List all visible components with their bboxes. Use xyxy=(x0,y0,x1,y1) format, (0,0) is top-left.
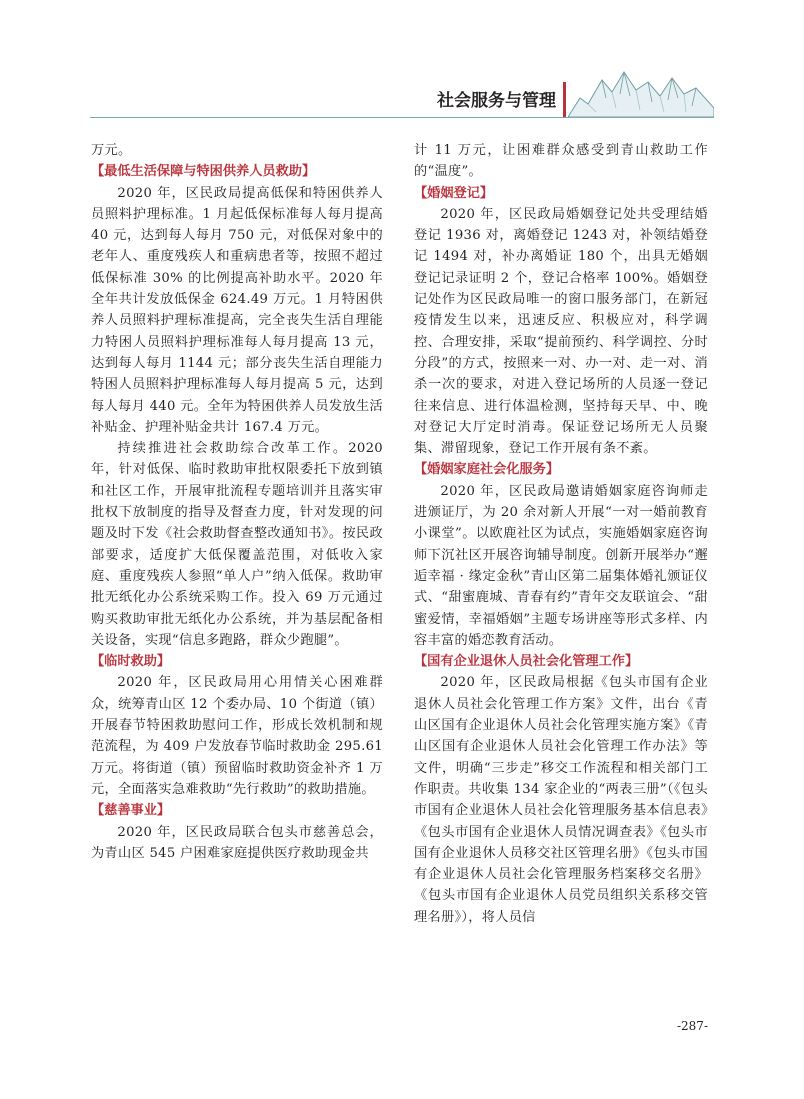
left-column xyxy=(91,140,383,864)
section-heading: 【婚姻家庭社会化服务】 xyxy=(414,462,560,478)
right-column xyxy=(414,140,708,928)
section-heading: 【最低生活保障与特困供养人员救助】 xyxy=(91,164,316,180)
paragraph: 2020 年，区民政局邀请婚姻家庭咨询师走进颁证厅，为 20 余对新人开展“一对一婚前教育小课堂”。以欧鹿社区为试点，实施婚姻家庭咨询师下沉社区开展咨询辅导制度。创新开展举办“邂逅幸福 · 缘定金秋”青山区第二届集体婚礼颁证仪式、“甜蜜鹿城、青春有约”青年交友联谊会、“甜蜜爱情，幸福婚姻”主题专场讲座等形式多样、内容丰富的婚恋教育活动。 xyxy=(414,483,708,648)
section-heading: 【慈善事业】 xyxy=(91,803,171,819)
paragraph: 2020 年，区民政局提高低保和特困供养人员照料护理标准。1 月起低保标准每人每月提高 40 元，达到每人每月 750 元，对低保对象中的老年人、重度残疾人和重病患者等，按照不超过低保标准 30% 的比例提高补助水平。2020 年全年共计发放低保金 624.49 万元。1 月特困供养人员照料护理标准提高，完全丧失生活自理能力特困人员照料护理标准每人每月提高 13 元，达到每人每月 1144 元；部分丧失生活自理能力特困人员照料护理标准每人每月提高 5 元，达到每人每月 440 元。全年为特困供养人员发放生活补贴金、护理补贴金共计 167.4 万元。 xyxy=(91,185,383,435)
paragraph: 计 11 万元，让困难群众感受到青山救助工作的“温度”。 xyxy=(414,143,708,180)
paragraph: 2020 年，区民政局婚姻登记处共受理结婚登记 1936 对，离婚登记 1243 对，补领结婚登记 1494 对，补办离婚证 180 个，出具无婚姻登记记录证明 2 个，登记合格率 100%。婚姻登记处作为区民政局唯一的窗口服务部门，在新冠疫情发生以来，迅速反应、积极应对，科学调控、合理安排，采取“提前预约、科学调控、分时分段”的方式，按照来一对、办一对、走一对、消杀一次的要求，对进入登记场所的人员逐一登记往来信息、进行体温检测，坚持每天早、中、晚对登记大厅定时消毒。保证登记场所无人员聚集、滞留现象，登记工作开展有条不紊。 xyxy=(414,206,708,457)
paragraph: 2020 年，区民政局联合包头市慈善总会，为青山区 545 户困难家庭提供医疗救助现金共 xyxy=(91,824,383,861)
paragraph: 2020 年，区民政局用心用情关心困难群众，统筹青山区 12 个委办局、10 个街道（镇）开展春节特困救助慰问工作，形成长效机制和规范流程，为 409 户发放春节临时救助金 295.61 万元。将街道（镇）预留临时救助资金补齐 1 万元，全面落实急难救助“先行救助”的救助措施。 xyxy=(91,675,383,797)
paragraph: 持续推进社会救助综合改革工作。2020 年，针对低保、临时救助审批权限委托下放到镇和社区工作，开展审批流程专题培训并且落实审批权下放制度的指导及督查力度，针对发现的问题及时下发《社会救助督查整改通知书》。按民政部要求，适度扩大低保覆盖范围，对低收入家庭、重度残疾人参照“单人户”纳入低保。救助审批无纸化办公系统采购工作。投入 69 万元通过购买救助审批无纸化办公系统，并为基层配备相关设备，实现“信息多跑路，群众少跑腿”。 xyxy=(91,441,383,648)
mountain-illustration xyxy=(568,68,714,118)
paragraph: 2020 年，区民政局根据《包头市国有企业退休人员社会化管理工作方案》文件，出台《青山区国有企业退休人员社会化管理实施方案》《青山区国有企业退休人员社会化管理工作办法》等文件，明确“三步走”移交工作流程和相关部门工作职责。共收集 134 家企业的“两表三册”（《包头市国有企业退休人员社会化管理服务基本信息表》《包头市国有企业退休人员情况调查表》《包头市国有企业退休人员移交社区管理名册》《包头市国有企业退休人员社会化管理服务档案移交名册》《包头市国有企业退休人员党员组织关系移交管理名册》），将人员信 xyxy=(414,675,708,925)
section-heading: 【婚姻登记】 xyxy=(414,185,494,201)
section-heading: 【国有企业退休人员社会化管理工作】 xyxy=(414,654,639,670)
paragraph: 万元。 xyxy=(91,143,132,158)
section-title: 社会服务与管理 xyxy=(437,91,556,111)
section-heading: 【临时救助】 xyxy=(91,654,171,670)
header-rule xyxy=(90,117,714,118)
header-accent-bar xyxy=(563,82,566,118)
page-number: -287- xyxy=(676,1019,708,1033)
